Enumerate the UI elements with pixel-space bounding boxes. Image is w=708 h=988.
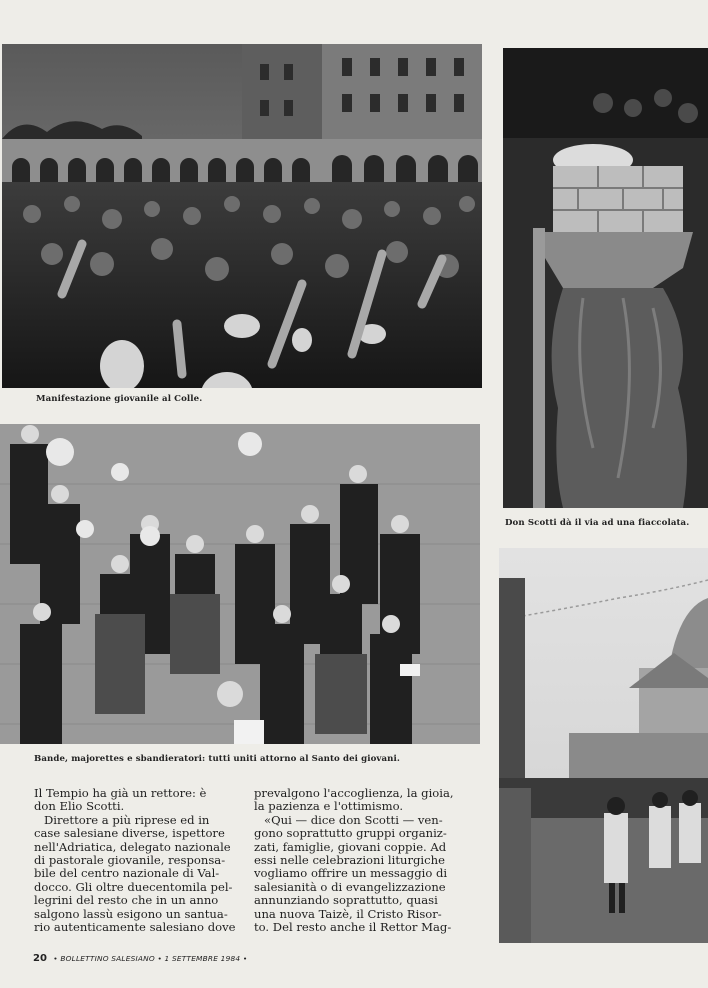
text-line: legrini del resto che in un anno — [34, 893, 219, 908]
caption-torch: Don Scotti dà il via ad una fiaccolata. — [505, 518, 690, 528]
text-line: vogliamo offrire un messaggio di — [254, 866, 448, 881]
text-line: docco. Gli oltre duecentomila pel- — [34, 879, 233, 894]
text-line: prevalgono l'accoglienza, la gioia, — [254, 786, 454, 800]
photo-torchlight — [503, 48, 708, 508]
article-column-left — [34, 787, 242, 934]
text-line: «Qui — dice don Scotti — ven- — [264, 812, 443, 827]
caption-rally: Manifestazione giovanile al Colle. — [36, 394, 203, 404]
text-line: annunziando soprattutto, quasi — [254, 893, 438, 908]
text-line: di pastorale giovanile, responsa- — [34, 853, 226, 868]
text-line: bile del centro nazionale di Val- — [34, 866, 220, 881]
text-line: nell'Adriatica, delegato nazionale — [34, 839, 231, 854]
page-number: 20 — [33, 953, 47, 964]
photo-youth-rally — [2, 44, 482, 388]
text-line: una nuova Taizè, il Cristo Risor- — [254, 906, 442, 921]
text-line: Direttore a più riprese ed in — [44, 812, 210, 827]
text-line: salgono lassù esigono un santua- — [34, 906, 228, 921]
text-line: case salesiane diverse, ispettore — [34, 826, 225, 841]
text-line: to. Del resto anche il Rettor Mag- — [254, 920, 452, 935]
photo-marching-band — [0, 424, 480, 744]
text-line: salesianità o di evangelizzazione — [254, 879, 446, 894]
text-line: don Elio Scotti. — [34, 799, 125, 814]
text-line: Il Tempio ha già un rettore: è — [34, 786, 207, 800]
text-line: rio autenticamente salesiano dove — [34, 920, 236, 935]
text-line: essi nelle celebrazioni liturgiche — [254, 853, 445, 868]
text-line: la pazienza e l'ottimismo. — [254, 799, 404, 814]
page-footer — [33, 953, 247, 964]
photo-basilica-parade — [499, 548, 708, 943]
caption-band: Bande, majorettes e sbandieratori: tutti uniti attorno al Santo dei giovani. — [34, 754, 400, 764]
text-line: zati, famiglie, giovani coppie. Ad — [254, 839, 447, 854]
text-line: gono soprattutto gruppi organiz- — [254, 826, 447, 841]
article-column-right — [254, 787, 464, 934]
publication-line: • BOLLETTINO SALESIANO • 1 SETTEMBRE 1984 • — [53, 954, 248, 963]
